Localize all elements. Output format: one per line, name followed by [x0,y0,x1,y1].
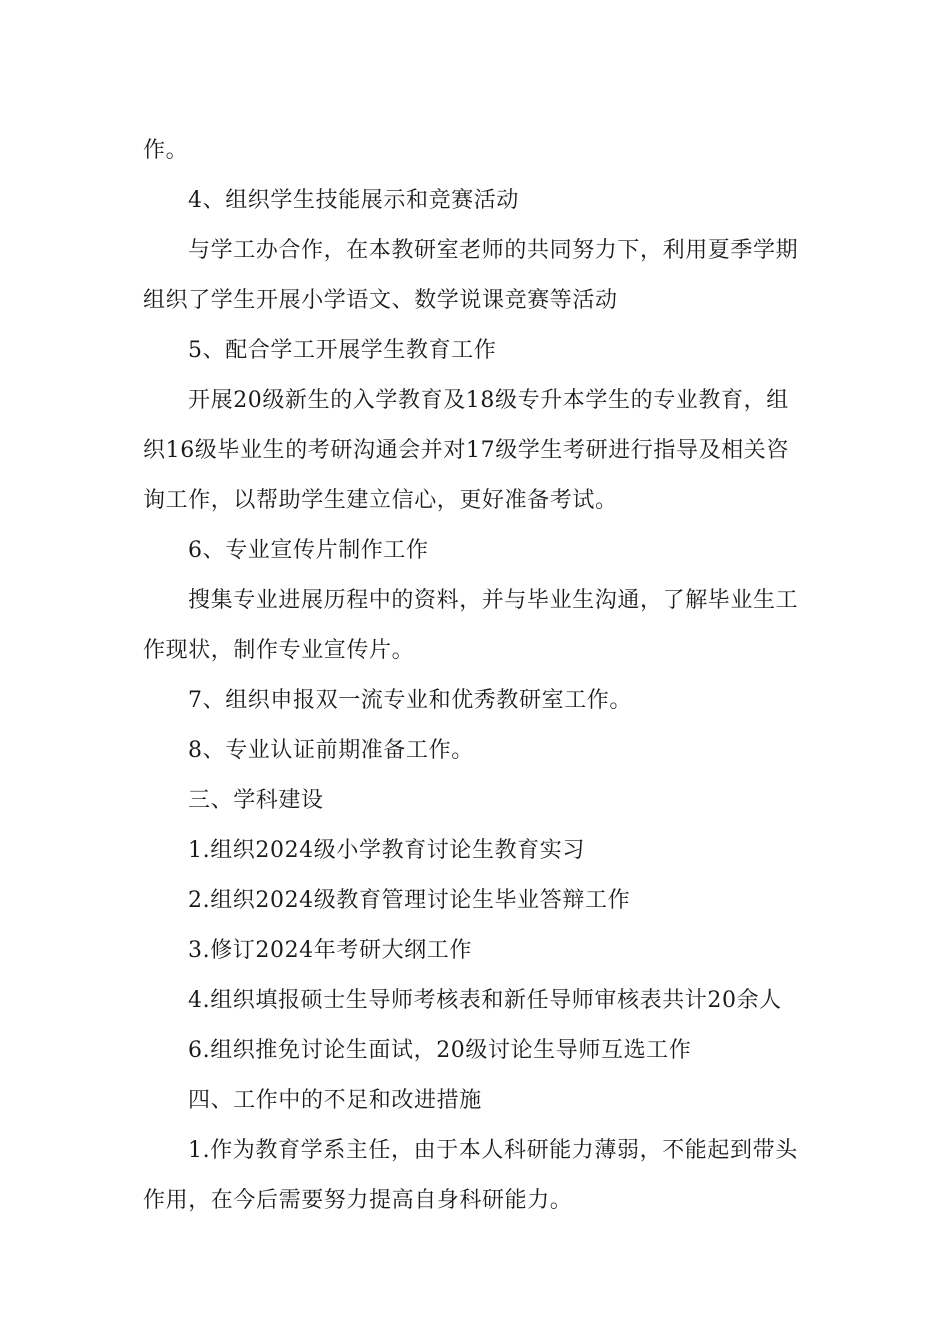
paragraph-line: 搜集专业进展历程中的资料，并与毕业生沟通，了解毕业生工 [188,588,799,613]
paragraph-line: 开展20级新生的入学教育及18级专升本学生的专业教育，组 [188,388,789,413]
list-item: 3.修订2024年考研大纲工作 [188,938,472,963]
section-heading: 6、专业宣传片制作工作 [188,538,429,563]
section-heading: 8、专业认证前期准备工作。 [188,738,474,763]
paragraph-line: 与学工办合作，在本教研室老师的共同努力下，利用夏季学期 [188,238,799,263]
list-item: 1.作为教育学系主任，由于本人科研能力薄弱，不能起到带头 [188,1138,798,1163]
paragraph-line: 作。 [143,138,189,163]
paragraph-line: 作用，在今后需要努力提高自身科研能力。 [143,1188,573,1213]
list-item: 4.组织填报硕士生导师考核表和新任导师审核表共计20余人 [188,988,782,1013]
list-item: 6.组织推免讨论生面试，20级讨论生导师互选工作 [188,1038,692,1063]
chapter-heading: 四、工作中的不足和改进措施 [188,1088,482,1113]
list-item: 1.组织2024级小学教育讨论生教育实习 [188,838,585,863]
paragraph-line: 组织了学生开展小学语文、数学说课竞赛等活动 [143,288,618,313]
paragraph-line: 作现状，制作专业宣传片。 [143,638,415,663]
section-heading: 5、配合学工开展学生教育工作 [188,338,497,363]
list-item: 2.组织2024级教育管理讨论生毕业答辩工作 [188,888,631,913]
section-heading: 4、组织学生技能展示和竞赛活动 [188,188,519,213]
paragraph-line: 询工作，以帮助学生建立信心，更好准备考试。 [143,488,618,513]
section-heading: 7、组织申报双一流专业和优秀教研室工作。 [188,688,632,713]
paragraph-line: 织16级毕业生的考研沟通会并对17级学生考研进行指导及相关咨 [143,438,789,463]
chapter-heading: 三、学科建设 [188,788,324,813]
